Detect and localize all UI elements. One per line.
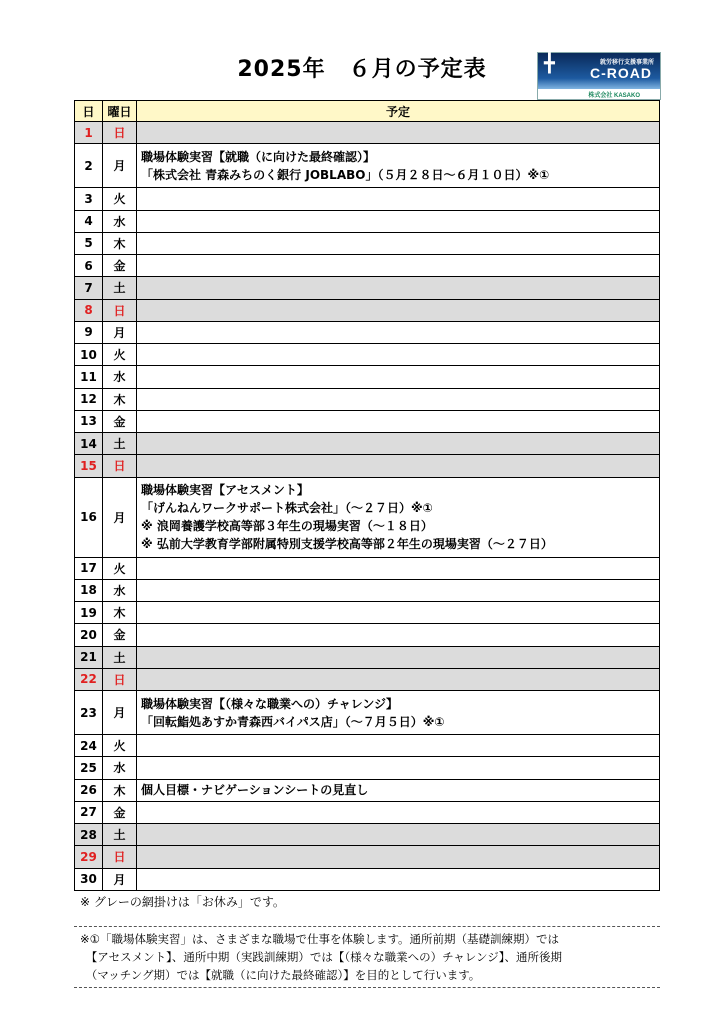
plan-cell bbox=[137, 668, 660, 690]
plan-cell bbox=[137, 801, 660, 823]
day-cell: 21 bbox=[75, 646, 103, 668]
day-cell: 17 bbox=[75, 557, 103, 579]
footnote: ※①「職場体験実習」は、さまざまな職場で仕事を体験します。通所前期（基礎訓練期）では 【アセスメント】、通所中期（実践訓練期）では【（様々な職業への）チャレンジ】、通所後期 （マッチング期）では【就職（に向けた最終確認）】を目的として行います。 bbox=[80, 932, 562, 982]
plan-cell bbox=[137, 624, 660, 646]
weekday-cell: 木 bbox=[103, 602, 137, 624]
weekday-cell: 金 bbox=[103, 410, 137, 432]
page-title: 2025年 ６月の予定表 bbox=[237, 57, 487, 82]
table-row bbox=[75, 122, 660, 144]
day-cell: 13 bbox=[75, 410, 103, 432]
weekday-cell: 金 bbox=[103, 255, 137, 277]
table-row bbox=[75, 321, 660, 343]
plan-cell bbox=[137, 299, 660, 321]
plan-cell bbox=[137, 410, 660, 432]
day-cell: 18 bbox=[75, 579, 103, 601]
weekday-cell: 土 bbox=[103, 277, 137, 299]
table-row bbox=[75, 868, 660, 890]
header-row bbox=[75, 101, 660, 122]
day-cell: 4 bbox=[75, 210, 103, 232]
plan-line: 「回転鮨処あすか青森西バイパス店」（～７月５日）※① bbox=[141, 714, 445, 729]
cross-icon: ╋ bbox=[544, 53, 555, 74]
table-row bbox=[75, 646, 660, 668]
divider-top bbox=[74, 926, 660, 927]
table-row bbox=[75, 410, 660, 432]
weekday-cell: 火 bbox=[103, 344, 137, 366]
logo-name: C-ROAD bbox=[590, 65, 652, 81]
weekday-cell: 土 bbox=[103, 824, 137, 846]
weekday-cell: 月 bbox=[103, 477, 137, 557]
header-plan: 予定 bbox=[137, 101, 660, 122]
table-row bbox=[75, 602, 660, 624]
logo-subtitle: 就労移行支援事業所 bbox=[599, 59, 654, 66]
weekday-cell: 月 bbox=[103, 691, 137, 735]
plan-cell bbox=[137, 779, 660, 801]
weekday-cell: 木 bbox=[103, 388, 137, 410]
plan-cell bbox=[137, 735, 660, 757]
plan-cell bbox=[137, 557, 660, 579]
table-row bbox=[75, 188, 660, 210]
day-cell: 3 bbox=[75, 188, 103, 210]
table-row bbox=[75, 779, 660, 801]
day-cell: 12 bbox=[75, 388, 103, 410]
plan-line: ※ 浪岡養護学校高等部３年生の現場実習（～１８日） bbox=[141, 519, 433, 533]
plan-cell bbox=[137, 344, 660, 366]
plan-cell bbox=[137, 232, 660, 254]
day-cell: 11 bbox=[75, 366, 103, 388]
weekday-cell: 水 bbox=[103, 757, 137, 779]
table-row bbox=[75, 579, 660, 601]
plan-cell bbox=[137, 691, 660, 735]
weekday-cell: 日 bbox=[103, 455, 137, 477]
weekday-cell: 水 bbox=[103, 210, 137, 232]
day-cell: 25 bbox=[75, 757, 103, 779]
day-cell: 1 bbox=[75, 122, 103, 144]
table-row bbox=[75, 388, 660, 410]
day-cell: 10 bbox=[75, 344, 103, 366]
header-weekday: 曜日 bbox=[103, 101, 137, 122]
table-row bbox=[75, 691, 660, 735]
weekday-cell: 月 bbox=[103, 868, 137, 890]
day-cell: 30 bbox=[75, 868, 103, 890]
plan-cell bbox=[137, 366, 660, 388]
weekday-cell: 水 bbox=[103, 366, 137, 388]
plan-cell bbox=[137, 122, 660, 144]
plan-cell bbox=[137, 277, 660, 299]
plan-cell bbox=[137, 321, 660, 343]
plan-cell bbox=[137, 579, 660, 601]
day-cell: 20 bbox=[75, 624, 103, 646]
day-cell: 24 bbox=[75, 735, 103, 757]
plan-line: 個人目標・ナビゲーションシートの見直し bbox=[141, 783, 369, 798]
plan-cell bbox=[137, 210, 660, 232]
day-cell: 19 bbox=[75, 602, 103, 624]
header-day: 日 bbox=[75, 101, 103, 122]
weekday-cell: 月 bbox=[103, 321, 137, 343]
plan-cell bbox=[137, 455, 660, 477]
weekday-cell: 日 bbox=[103, 668, 137, 690]
day-cell: 2 bbox=[75, 144, 103, 188]
divider-bottom bbox=[74, 987, 660, 988]
plan-cell bbox=[137, 144, 660, 188]
day-cell: 14 bbox=[75, 433, 103, 455]
day-cell: 6 bbox=[75, 255, 103, 277]
plan-cell bbox=[137, 188, 660, 210]
table-row bbox=[75, 232, 660, 254]
weekday-cell: 日 bbox=[103, 299, 137, 321]
table-row bbox=[75, 624, 660, 646]
weekday-cell: 土 bbox=[103, 433, 137, 455]
schedule-table bbox=[74, 100, 660, 891]
plan-cell bbox=[137, 388, 660, 410]
weekday-cell: 日 bbox=[103, 846, 137, 868]
table-row bbox=[75, 824, 660, 846]
logo-company: 株式会社 KASAKO bbox=[588, 93, 640, 99]
table-row bbox=[75, 477, 660, 557]
day-cell: 22 bbox=[75, 668, 103, 690]
plan-cell bbox=[137, 646, 660, 668]
weekday-cell: 金 bbox=[103, 801, 137, 823]
weekday-cell: 月 bbox=[103, 144, 137, 188]
table-row bbox=[75, 299, 660, 321]
day-cell: 9 bbox=[75, 321, 103, 343]
table-row bbox=[75, 846, 660, 868]
table-row bbox=[75, 557, 660, 579]
weekday-cell: 木 bbox=[103, 779, 137, 801]
table-row bbox=[75, 433, 660, 455]
weekday-cell: 火 bbox=[103, 735, 137, 757]
table-row bbox=[75, 668, 660, 690]
plan-line: 「げんねんワークサポート株式会社」（～２７日）※① bbox=[141, 501, 433, 515]
table-row bbox=[75, 366, 660, 388]
holiday-note: ※ グレーの網掛けは「お休み」です。 bbox=[80, 895, 285, 909]
day-cell: 28 bbox=[75, 824, 103, 846]
day-cell: 7 bbox=[75, 277, 103, 299]
company-logo bbox=[537, 52, 661, 100]
day-cell: 26 bbox=[75, 779, 103, 801]
table-row bbox=[75, 255, 660, 277]
weekday-cell: 火 bbox=[103, 188, 137, 210]
day-cell: 15 bbox=[75, 455, 103, 477]
weekday-cell: 水 bbox=[103, 579, 137, 601]
table-row bbox=[75, 344, 660, 366]
plan-line: 「株式会社 青森みちのく銀行 JOBLABO」（５月２８日～６月１０日）※① bbox=[141, 167, 550, 182]
plan-line: 職場体験実習【就職（に向けた最終確認）】 bbox=[141, 149, 376, 164]
weekday-cell: 金 bbox=[103, 624, 137, 646]
plan-cell bbox=[137, 477, 660, 557]
weekday-cell: 火 bbox=[103, 557, 137, 579]
weekday-cell: 土 bbox=[103, 646, 137, 668]
plan-line: 職場体験実習【（様々な職業への）チャレンジ】 bbox=[141, 696, 399, 711]
plan-line: 職場体験実習【アセスメント】 bbox=[141, 483, 309, 497]
plan-cell bbox=[137, 602, 660, 624]
day-cell: 29 bbox=[75, 846, 103, 868]
table-row bbox=[75, 801, 660, 823]
weekday-cell: 日 bbox=[103, 122, 137, 144]
table-row bbox=[75, 455, 660, 477]
plan-line: ※ 弘前大学教育学部附属特別支援学校高等部２年生の現場実習（～２７日） bbox=[141, 537, 553, 551]
plan-cell bbox=[137, 846, 660, 868]
plan-cell bbox=[137, 255, 660, 277]
table-row bbox=[75, 735, 660, 757]
table-row bbox=[75, 144, 660, 188]
plan-cell bbox=[137, 757, 660, 779]
plan-cell bbox=[137, 433, 660, 455]
table-row bbox=[75, 210, 660, 232]
day-cell: 23 bbox=[75, 691, 103, 735]
table-row bbox=[75, 277, 660, 299]
weekday-cell: 木 bbox=[103, 232, 137, 254]
day-cell: 16 bbox=[75, 477, 103, 557]
day-cell: 27 bbox=[75, 801, 103, 823]
day-cell: 8 bbox=[75, 299, 103, 321]
day-cell: 5 bbox=[75, 232, 103, 254]
plan-cell bbox=[137, 824, 660, 846]
plan-cell bbox=[137, 868, 660, 890]
table-row bbox=[75, 757, 660, 779]
